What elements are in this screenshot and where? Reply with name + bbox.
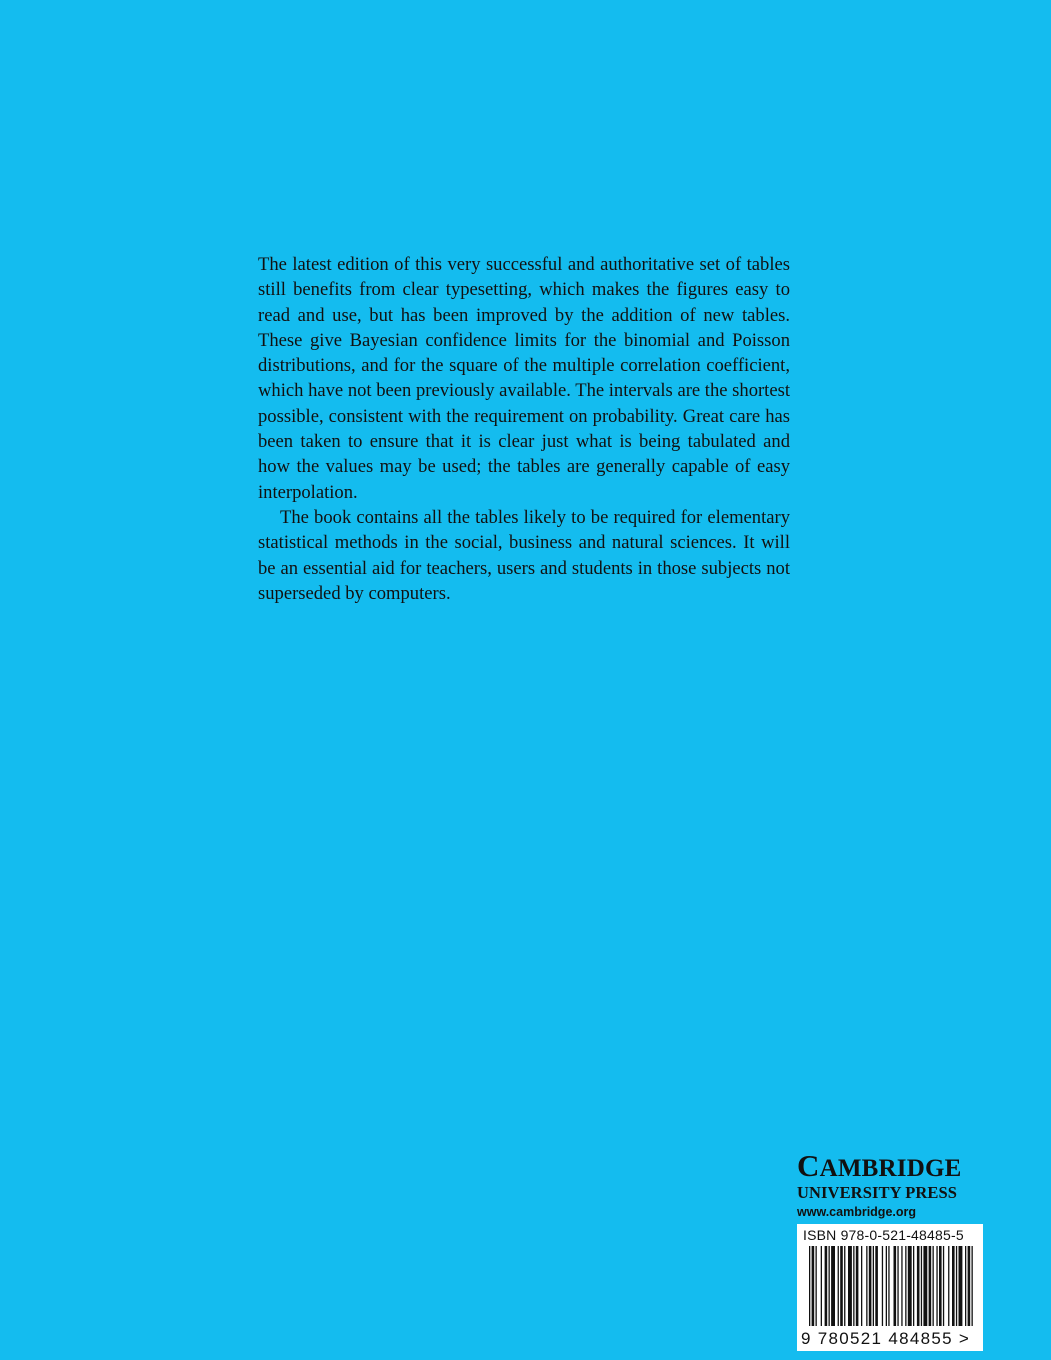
barcode-bar bbox=[936, 1246, 937, 1326]
barcode-bar bbox=[825, 1246, 828, 1326]
barcode-bar bbox=[875, 1246, 878, 1326]
barcode-bar bbox=[929, 1246, 932, 1326]
barcode-bar bbox=[972, 1246, 973, 1326]
isbn-label: ISBN 978-0-521-48485-5 bbox=[803, 1227, 964, 1243]
barcode-bar bbox=[933, 1246, 934, 1326]
barcode-bar bbox=[866, 1246, 867, 1326]
barcode-bar bbox=[913, 1246, 914, 1326]
barcode-bar bbox=[840, 1246, 843, 1326]
barcode-bar bbox=[943, 1246, 944, 1326]
publisher-subtitle: UNIVERSITY PRESS bbox=[797, 1183, 958, 1202]
barcode-bar bbox=[844, 1246, 845, 1326]
publisher-name-initial: C bbox=[797, 1148, 820, 1183]
barcode-bar bbox=[888, 1246, 889, 1326]
publisher-name bbox=[797, 1148, 983, 1183]
barcode-bar bbox=[809, 1246, 810, 1326]
barcode-bar bbox=[882, 1246, 883, 1326]
barcode-bar bbox=[956, 1246, 957, 1326]
barcode-bar bbox=[905, 1246, 906, 1326]
publisher-name-rest: AMBRIDGE bbox=[819, 1155, 962, 1182]
barcode-bar bbox=[917, 1246, 920, 1326]
barcode-bar bbox=[853, 1246, 854, 1326]
barcode-bar bbox=[861, 1246, 862, 1326]
barcode-bar bbox=[856, 1246, 859, 1326]
barcode-bar bbox=[829, 1246, 830, 1326]
cover-blurb bbox=[258, 252, 790, 606]
barcode-bar bbox=[908, 1246, 912, 1326]
barcode-bar bbox=[869, 1246, 872, 1326]
barcode-bar bbox=[897, 1246, 898, 1326]
blurb-paragraph-2: The book contains all the tables likely to be required for elementary statistical methods in the social, business and natural sciences. It will be an essential aid for teachers, users and students in those subjects not superseded by computers. bbox=[258, 506, 790, 604]
barcode-bar bbox=[848, 1246, 852, 1326]
blurb-paragraph-1: The latest edition of this very successful and authoritative set of tables still benefits from clear typesetting, which makes the figures easy to read and use, but has been improved by the addition of new tables. These give Bayesian confidence limits for the binomial and Poisson distributions, and for the square of the multiple correlation coefficient, which have not been previously available. The intervals are the shortest possible, consistent with the requirement on probability. Great care has been taken to ensure that it is clear just what is being tabulated and how the values may be used; the tables are generally capable of easy interpolation. bbox=[258, 254, 790, 503]
barcode-digits: 9 780521 484855 > bbox=[801, 1329, 971, 1348]
barcode-bar bbox=[948, 1246, 949, 1326]
barcode-bar bbox=[923, 1246, 927, 1326]
barcode-bar bbox=[821, 1246, 822, 1326]
barcode-bar bbox=[959, 1246, 963, 1326]
barcode-bar bbox=[816, 1246, 817, 1326]
barcode-bar bbox=[968, 1246, 971, 1326]
barcode-bar bbox=[838, 1246, 839, 1326]
barcode-bar bbox=[952, 1246, 955, 1326]
isbn-barcode bbox=[797, 1224, 983, 1351]
barcode-bar bbox=[965, 1246, 966, 1326]
publisher-logo bbox=[797, 1148, 983, 1221]
publisher-url: www.cambridge.org bbox=[797, 1205, 917, 1219]
barcode-bar bbox=[886, 1246, 887, 1326]
barcode-bar bbox=[894, 1246, 897, 1326]
barcode-bar bbox=[921, 1246, 922, 1326]
barcode-bar bbox=[939, 1246, 942, 1326]
barcode-bar bbox=[901, 1246, 902, 1326]
barcode-bar bbox=[831, 1246, 835, 1326]
barcode-bar bbox=[873, 1246, 874, 1326]
barcode-bar bbox=[812, 1246, 815, 1326]
